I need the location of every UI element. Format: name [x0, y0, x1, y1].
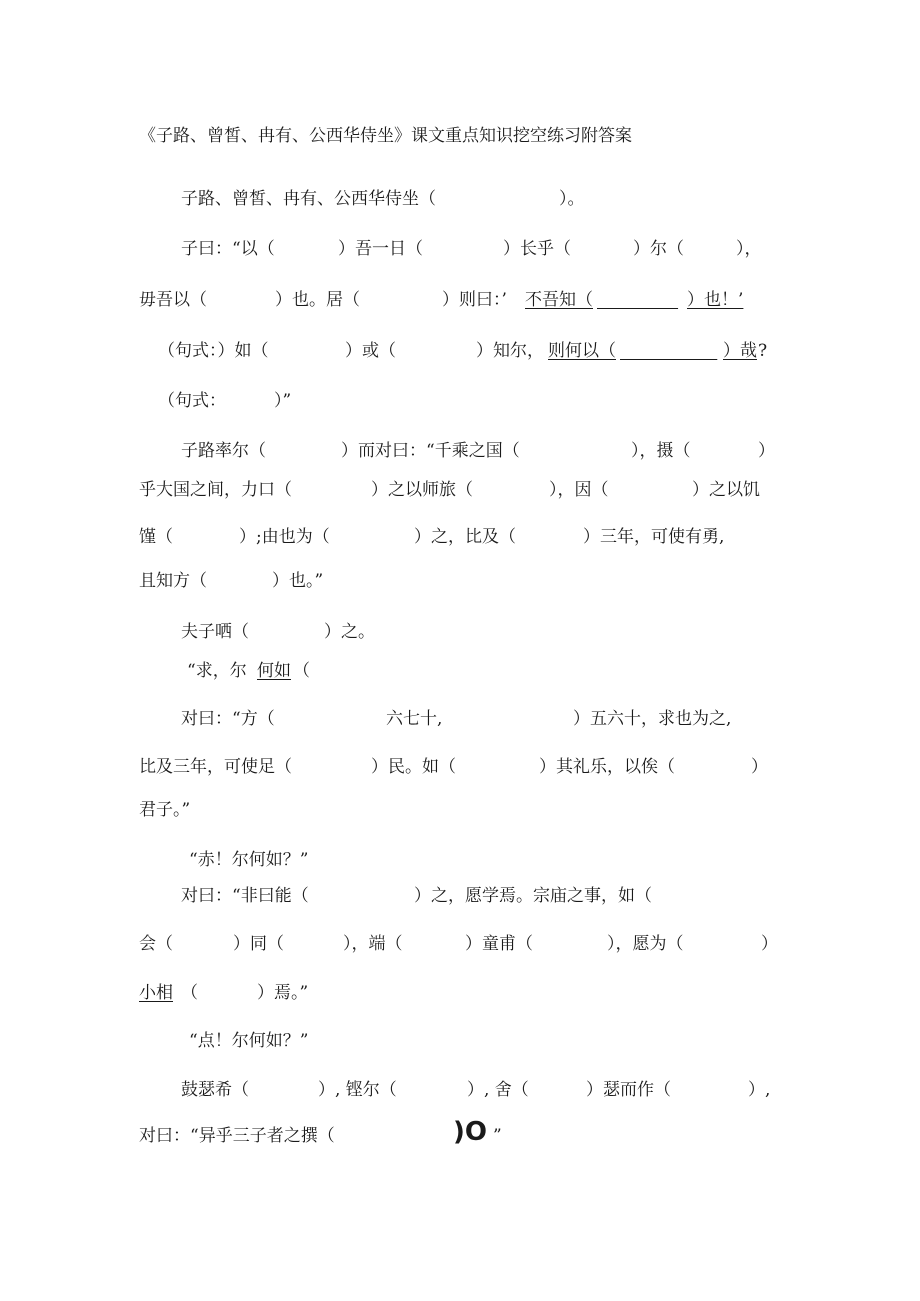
line-3: 毋吾以（ ）也。居（ ）则曰：’ 不吾知（ ）也！’	[139, 290, 744, 310]
line-12: 对曰：“方（ 六七十, ）五六十，求也为之,	[181, 709, 732, 729]
line-15: “赤！尔何如？”	[189, 850, 309, 870]
line-10: 夫子哂（ ）之。	[181, 622, 375, 642]
line-1: 子路、曾皙、冉有、公西华侍坐（ ）。	[181, 189, 585, 209]
line-6: 子路率尔（ ）而对曰：“千乘之国（ ），摄（ ）	[181, 441, 775, 461]
line-11: “求，尔 何如 （	[187, 661, 310, 681]
line-19: “点！尔何如？”	[189, 1031, 309, 1051]
line-7: 乎大国之间，力口（ ）之以师旅（ ），因（ ）之以饥	[139, 480, 760, 500]
line-14: 君子。”	[139, 800, 191, 820]
line-21: 对曰：“异乎三子者之撰（ )O ”	[139, 1117, 502, 1147]
line-5: （句式： ）”	[158, 391, 292, 411]
line-17: 会（ ）同（ ），端（ ）童甫（ ），愿为（ ）	[139, 934, 778, 954]
line-18: 小相 （ ）焉。”	[139, 983, 309, 1003]
line-2: 子曰：“以（ ）吾一日（ ）长乎（ ）尔（ ），	[181, 239, 762, 259]
line-8: 馑（ ）;由也为（ ）之，比及（ ）三年，可使有勇,	[139, 527, 725, 547]
line-13: 比及三年，可使足（ ）民。如（ ）其礼乐，以俟（ ）	[139, 757, 768, 777]
document-title: 《子路、曾皙、冉有、公西华侍坐》课文重点知识挖空练习附答案	[139, 126, 632, 146]
blank-underlined	[597, 288, 678, 312]
line-20: 鼓瑟希（ ）, 铿尔（ ）, 舍（ ）瑟而作（ ）,	[181, 1080, 771, 1100]
line-9: 且知方（ ）也。”	[139, 571, 324, 591]
blank-underlined	[620, 339, 717, 363]
line-4: （句式：）如（ ）或（ ）知尔， 则何以（ ）哉 ?	[158, 341, 768, 361]
line-16: 对曰：“非曰能（ ）之，愿学焉。宗庙之事，如（	[181, 886, 652, 906]
